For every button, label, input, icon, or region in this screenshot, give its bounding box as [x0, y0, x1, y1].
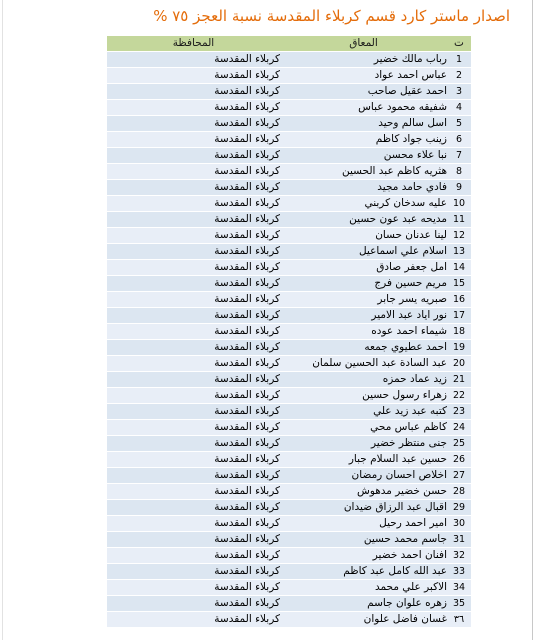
table-row: [107, 164, 471, 180]
row-name: زهراء رسول حسين: [280, 388, 447, 404]
row-name: جنى منتظر خضير: [280, 436, 447, 452]
row-index: 21: [447, 372, 471, 388]
row-index: 30: [447, 516, 471, 532]
row-index: 34: [447, 580, 471, 596]
row-index: 7: [447, 148, 471, 164]
row-name: اقبال عبد الرزاق ضيدان: [280, 500, 447, 516]
table-row: [107, 372, 471, 388]
row-governorate: كربلاء المقدسة: [107, 452, 280, 468]
row-index: 8: [447, 164, 471, 180]
row-governorate: كربلاء المقدسة: [107, 260, 280, 276]
row-governorate: كربلاء المقدسة: [107, 164, 280, 180]
table-row: [107, 452, 471, 468]
row-name: جاسم محمد حسين: [280, 532, 447, 548]
row-name: لينا عدنان حسان: [280, 228, 447, 244]
row-name: صبريه يسر جابر: [280, 292, 447, 308]
row-index: 20: [447, 356, 471, 372]
row-governorate: كربلاء المقدسة: [107, 436, 280, 452]
table-row: [107, 276, 471, 292]
row-name: شفيقه محمود عباس: [280, 100, 447, 116]
row-name: عباس احمد عواد: [280, 68, 447, 84]
row-index: 16: [447, 292, 471, 308]
row-name: رباب مالك خضير: [280, 52, 447, 68]
row-name: عبد السادة عبد الحسين سلمان: [280, 356, 447, 372]
table-row: [107, 260, 471, 276]
row-name: افنان احمد خضير: [280, 548, 447, 564]
row-index: 33: [447, 564, 471, 580]
row-index: 3: [447, 84, 471, 100]
row-governorate: كربلاء المقدسة: [107, 372, 280, 388]
table-row: [107, 468, 471, 484]
row-index: 26: [447, 452, 471, 468]
table-row: [107, 228, 471, 244]
document-title: اصدار ماستر كارد قسم كربلاء المقدسة نسبة العجز ٧٥ %: [153, 7, 510, 25]
table-row: [107, 420, 471, 436]
table-row: [107, 612, 471, 628]
table-row: [107, 340, 471, 356]
header-index: ت: [447, 36, 471, 52]
row-index: 1: [447, 52, 471, 68]
table-row: [107, 180, 471, 196]
row-governorate: كربلاء المقدسة: [107, 420, 280, 436]
row-name: الاكبر علي محمد: [280, 580, 447, 596]
table-row: [107, 532, 471, 548]
row-index: 29: [447, 500, 471, 516]
table-header-row: [107, 36, 471, 52]
row-index: 32: [447, 548, 471, 564]
row-index: 31: [447, 532, 471, 548]
row-governorate: كربلاء المقدسة: [107, 532, 280, 548]
row-name: حسين عبد السلام جبار: [280, 452, 447, 468]
row-index: 23: [447, 404, 471, 420]
row-name: زيد عماد حمزه: [280, 372, 447, 388]
row-index: 25: [447, 436, 471, 452]
table-row: [107, 324, 471, 340]
row-index: 18: [447, 324, 471, 340]
row-governorate: كربلاء المقدسة: [107, 116, 280, 132]
row-governorate: كربلاء المقدسة: [107, 132, 280, 148]
row-governorate: كربلاء المقدسة: [107, 292, 280, 308]
row-index: 22: [447, 388, 471, 404]
table-row: [107, 516, 471, 532]
row-index: 24: [447, 420, 471, 436]
row-name: عبد الله كامل عبد كاظم: [280, 564, 447, 580]
row-governorate: كربلاء المقدسة: [107, 484, 280, 500]
row-governorate: كربلاء المقدسة: [107, 180, 280, 196]
row-name: امل جعفر صادق: [280, 260, 447, 276]
row-index: 10: [447, 196, 471, 212]
row-governorate: كربلاء المقدسة: [107, 244, 280, 260]
row-governorate: كربلاء المقدسة: [107, 196, 280, 212]
row-name: زهره علوان جاسم: [280, 596, 447, 612]
row-name: امير احمد رحيل: [280, 516, 447, 532]
row-governorate: كربلاء المقدسة: [107, 516, 280, 532]
row-name: زينب جواد كاظم: [280, 132, 447, 148]
table-row: [107, 148, 471, 164]
table-row: [107, 596, 471, 612]
table-row: [107, 388, 471, 404]
row-governorate: كربلاء المقدسة: [107, 564, 280, 580]
row-index: 27: [447, 468, 471, 484]
table-row: [107, 68, 471, 84]
table-row: [107, 84, 471, 100]
row-name: اخلاص احسان رمضان: [280, 468, 447, 484]
row-index: 15: [447, 276, 471, 292]
table-body: [107, 52, 471, 628]
row-governorate: كربلاء المقدسة: [107, 100, 280, 116]
page-edge-right: [532, 0, 533, 640]
row-name: احمد عقيل صاحب: [280, 84, 447, 100]
row-index: 12: [447, 228, 471, 244]
row-governorate: كربلاء المقدسة: [107, 404, 280, 420]
row-governorate: كربلاء المقدسة: [107, 148, 280, 164]
table-row: [107, 404, 471, 420]
row-index: 6: [447, 132, 471, 148]
row-index: 11: [447, 212, 471, 228]
table-row: [107, 292, 471, 308]
table-row: [107, 308, 471, 324]
row-governorate: كربلاء المقدسة: [107, 388, 280, 404]
row-index: 35: [447, 596, 471, 612]
table-row: [107, 196, 471, 212]
row-governorate: كربلاء المقدسة: [107, 68, 280, 84]
row-name: هثريه كاظم عبد الحسين: [280, 164, 447, 180]
row-name: كتبه عبد زيد علي: [280, 404, 447, 420]
row-index: 17: [447, 308, 471, 324]
header-governorate: المحافظة: [107, 36, 280, 52]
table-row: [107, 212, 471, 228]
row-name: مديحه عبد عون حسين: [280, 212, 447, 228]
row-governorate: كربلاء المقدسة: [107, 612, 280, 628]
row-name: مريم حسين فرج: [280, 276, 447, 292]
row-name: اسل سالم وحيد: [280, 116, 447, 132]
row-index: 2: [447, 68, 471, 84]
row-governorate: كربلاء المقدسة: [107, 548, 280, 564]
table-row: [107, 500, 471, 516]
row-index: 4: [447, 100, 471, 116]
header-name: المعاق: [280, 36, 447, 52]
table-row: [107, 436, 471, 452]
table-row: [107, 116, 471, 132]
row-name: شيماء احمد عوده: [280, 324, 447, 340]
row-governorate: كربلاء المقدسة: [107, 308, 280, 324]
row-index: 14: [447, 260, 471, 276]
row-name: عليه سدخان كربني: [280, 196, 447, 212]
row-governorate: كربلاء المقدسة: [107, 84, 280, 100]
row-index: 13: [447, 244, 471, 260]
row-governorate: كربلاء المقدسة: [107, 52, 280, 68]
row-name: غسان فاضل علوان: [280, 612, 447, 628]
page-edge-left: [2, 0, 3, 640]
table-row: [107, 564, 471, 580]
table-row: [107, 484, 471, 500]
row-governorate: كربلاء المقدسة: [107, 324, 280, 340]
row-index: 28: [447, 484, 471, 500]
row-name: فادي حامد مجيد: [280, 180, 447, 196]
table-row: [107, 100, 471, 116]
row-name: كاظم عباس محي: [280, 420, 447, 436]
row-governorate: كربلاء المقدسة: [107, 580, 280, 596]
row-governorate: كربلاء المقدسة: [107, 500, 280, 516]
row-index: 9: [447, 180, 471, 196]
table-row: [107, 132, 471, 148]
row-name: نبا علاء محسن: [280, 148, 447, 164]
row-name: نور اياد عبد الامير: [280, 308, 447, 324]
row-index: 19: [447, 340, 471, 356]
row-governorate: كربلاء المقدسة: [107, 340, 280, 356]
table-row: [107, 580, 471, 596]
beneficiaries-table: [107, 36, 471, 628]
row-name: احمد عطيوي جمعه: [280, 340, 447, 356]
row-governorate: كربلاء المقدسة: [107, 596, 280, 612]
row-index: 5: [447, 116, 471, 132]
row-name: اسلام علي اسماعيل: [280, 244, 447, 260]
table-row: [107, 52, 471, 68]
row-name: حسن خضير مدهوش: [280, 484, 447, 500]
table-row: [107, 244, 471, 260]
row-governorate: كربلاء المقدسة: [107, 228, 280, 244]
row-governorate: كربلاء المقدسة: [107, 276, 280, 292]
row-governorate: كربلاء المقدسة: [107, 212, 280, 228]
row-index: ٣٦: [447, 612, 471, 628]
row-governorate: كربلاء المقدسة: [107, 468, 280, 484]
table-row: [107, 356, 471, 372]
row-governorate: كربلاء المقدسة: [107, 356, 280, 372]
table-row: [107, 548, 471, 564]
